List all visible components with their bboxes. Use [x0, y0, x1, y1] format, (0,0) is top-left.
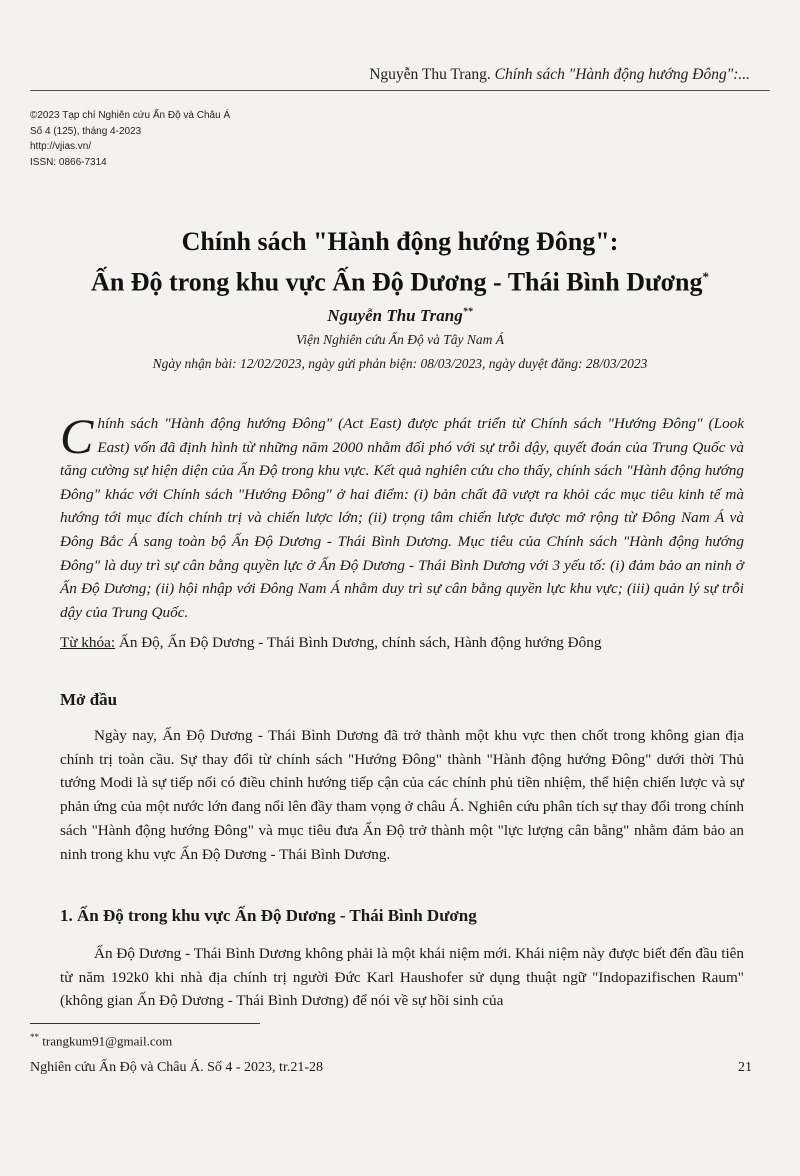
journal-url[interactable]: http://vjias.vn/	[30, 141, 92, 152]
intro-heading: Mở đầu	[60, 690, 118, 709]
title-footnote-mark: *	[702, 269, 709, 284]
section1-heading: 1. Ấn Độ trong khu vực Ấn Độ Dương - Thái Bình Dương	[60, 906, 477, 925]
section1-paragraph: Ấn Độ Dương - Thái Bình Dương không phải là một khái niệm mới. Khái niệm này được biết đến đầu tiên từ năm 192k0 khi nhà địa chính trị người Đức Karl Haushofer sử dụng thuật ngữ "Indopazifischen Raum" (không gian Ấn Độ Dương - Thái Bình Dương) để nói về sự hồi sinh của	[60, 945, 744, 1010]
footnote-rule	[30, 1023, 260, 1024]
abstract-text: hính sách "Hành động hướng Đông" (Act East) được phát triển từ Chính sách "Hướng Đông" (Look East) vốn đã định hình từ những năm 2000 nhằm đối phó với sự trỗi dậy, quyết đoán của Trung Quốc và tăng cường sự hiện diện của Ấn Độ trong khu vực. Kết quả nghiên cứu cho thấy, chính sách "Hành động hướng Đông" khác với Chính sách "Hướng Đông" ở hai điểm: (i) bản chất đã vượt ra khỏi các mục tiêu kinh tế mà hướng tới mục đích chính trị và chiến lược lớn; (ii) trọng tâm chiến lược được mở rộng từ Đông Nam Á và Đông Bắc Á sang toàn bộ Ấn Độ Dương - Thái Bình Dương. Mục tiêu của Chính sách "Hành động hướng Đông" là duy trì sự cân bằng quyền lực ở Ấn Độ Dương - Thái Bình Dương với 3 yếu tố: (i) đảm bảo an ninh ở Ấn Độ Dương; (ii) hội nhập với Đông Nam Á nhằm duy trì sự cân bằng quyền lực khu vực; (iii) quản lý sự trỗi dậy của Trung Quốc.	[60, 415, 744, 621]
intro-paragraph: Ngày nay, Ấn Độ Dương - Thái Bình Dương đã trở thành một khu vực then chốt trong không gian địa chính trị toàn cầu. Sự thay đổi từ chính sách "Hướng Đông" thành "Hành động hướng Đông" dưới thời Thủ tướng Modi là sự tiếp nối có điều chỉnh hướng tiếp cận của các chính phủ tiền nhiệm, thể hiện chiến lược và sự phản ứng của một nước lớn đang nổi lên đầy tham vọng ở châu Á. Nghiên cứu phân tích sự thay đổi trong chính sách "Hành động hướng Đông" và mục tiêu đưa Ấn Độ trở thành một "lực lượng cân bằng" nhằm đảm bảo an ninh trong khu vực Ấn Độ Dương - Thái Bình Dương.	[60, 727, 744, 863]
abstract	[60, 408, 744, 624]
footer-citation: Nghiên cứu Ấn Độ và Châu Á. Số 4 - 2023, tr.21-28	[30, 1060, 324, 1075]
running-header-author: Nguyễn Thu Trang.	[369, 66, 491, 83]
author-affiliation: Viện Nghiên cứu Ấn Độ và Tây Nam Á	[295, 332, 505, 347]
article-title-line2-wrap	[0, 259, 800, 300]
journal-info	[30, 108, 230, 170]
abstract-dropcap: C	[60, 408, 94, 464]
running-header-title: Chính sách "Hành động hướng Đông":...	[494, 66, 750, 83]
author-footnote-mark: **	[462, 306, 473, 318]
header-rule	[30, 90, 770, 91]
keywords-text: Ấn Độ, Ấn Độ Dương - Thái Bình Dương, chính sách, Hành động hướng Đông	[115, 634, 602, 651]
article-title	[0, 224, 800, 300]
keywords	[60, 634, 744, 652]
article-author	[0, 306, 800, 326]
journal-issn: ISSN: 0866-7314	[30, 156, 107, 168]
article-title-line2: Ấn Độ trong khu vực Ấn Độ Dương - Thái Bình Dương	[91, 267, 703, 297]
journal-issue: Số 4 (125), tháng 4-2023	[30, 125, 142, 137]
footnote	[30, 1032, 172, 1049]
article-dates: Ngày nhận bài: 12/02/2023, ngày gửi phản biện: 08/03/2023, ngày duyệt đăng: 28/03/2023	[152, 356, 648, 371]
footnote-email[interactable]: trangkum91@gmail.com	[39, 1033, 173, 1049]
author-name: Nguyễn Thu Trang	[327, 306, 463, 325]
footnote-mark: **	[30, 1032, 39, 1042]
running-header	[369, 66, 750, 84]
article-title-line1: Chính sách "Hành động hướng Đông":	[181, 227, 619, 256]
page-number: 21	[738, 1060, 752, 1075]
journal-copyright: ©2023 Tạp chí Nghiên cứu Ấn Độ và Châu Á	[30, 110, 231, 121]
keywords-label: Từ khóa:	[60, 634, 116, 651]
